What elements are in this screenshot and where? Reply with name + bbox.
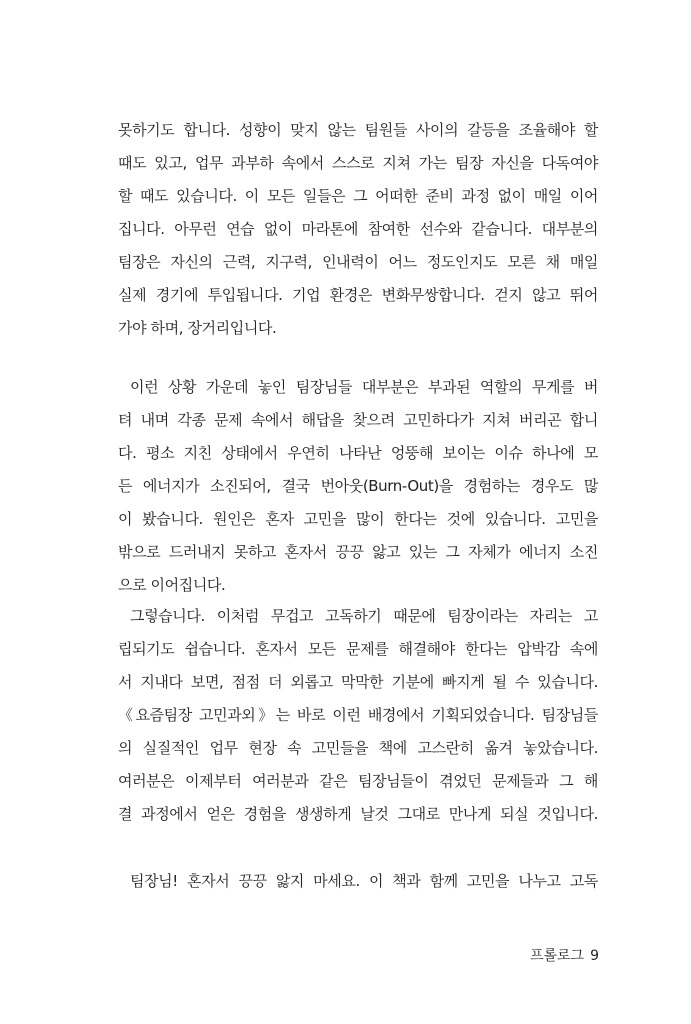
text-line: 이런 상황 가운데 놓인 팀장님들 대부분은 부과된 역할의 무게를 버	[130, 378, 598, 396]
text-line: 때도 있고, 업무 과부하 속에서 스스로 지쳐 가는 팀장 자신을 다독여야	[118, 154, 598, 172]
text-line: 텨 내며 각종 문제 속에서 해답을 찾으려 고민하다가 지쳐 버리곤 합니	[118, 411, 598, 429]
paragraph-4	[118, 865, 598, 898]
text-line: 으로 이어집니다.	[118, 576, 226, 594]
text-line: 못하기도 합니다. 성향이 맞지 않는 팀원들 사이의 갈등을 조율해야 할	[118, 121, 598, 139]
text-line: 여러분은 이제부터 여러분과 같은 팀장님들이 겪었던 문제들과 그 해	[118, 772, 598, 790]
text-line: 서 지내다 보면, 점점 더 외롭고 막막한 기분에 빠지게 될 수 있습니다.	[118, 673, 598, 691]
section-title: 프롤로그	[529, 948, 585, 964]
text-line: 든 에너지가 소진되어, 결국 번아웃(Burn-Out)을 경험하는 경우도 많	[118, 477, 598, 495]
text-line: 그렇습니다. 이처럼 무겁고 고독하기 때문에 팀장이라는 자리는 고	[130, 607, 598, 625]
text-line: 다. 평소 지친 상태에서 우연히 나타난 엉뚱해 보이는 이슈 하나에 모	[118, 444, 598, 462]
text-line: 의 실질적인 업무 현장 속 고민들을 책에 고스란히 옮겨 놓았습니다.	[118, 739, 598, 757]
text-line: 이 봤습니다. 원인은 혼자 고민을 많이 한다는 것에 있습니다. 고민을	[118, 510, 598, 528]
page-number: 9	[590, 948, 599, 964]
text-line: 밖으로 드러내지 못하고 혼자서 끙끙 앓고 있는 그 자체가 에너지 소진	[118, 543, 598, 561]
page-footer	[524, 946, 599, 966]
paragraph-1	[118, 114, 598, 345]
paragraph-3	[118, 600, 598, 831]
text-line: 립되기도 쉽습니다. 혼자서 모든 문제를 해결해야 한다는 압박감 속에	[118, 640, 598, 658]
text-line: 실제 경기에 투입됩니다. 기업 환경은 변화무쌍합니다. 걷지 않고 뛰어	[118, 286, 598, 304]
text-line: 팀장은 자신의 근력, 지구력, 인내력이 어느 정도인지도 모른 채 매일	[118, 253, 598, 271]
paragraph-2	[118, 371, 598, 602]
text-line: 《요즘팀장 고민과외》는 바로 이런 배경에서 기획되었습니다. 팀장님들	[118, 706, 598, 724]
text-line: 집니다. 아무런 연습 없이 마라톤에 참여한 선수와 같습니다. 대부분의	[118, 220, 598, 238]
text-line: 결 과정에서 얻은 경험을 생생하게 날것 그대로 만나게 되실 것입니다.	[118, 805, 598, 823]
text-line: 팀장님! 혼자서 끙끙 앓지 마세요. 이 책과 함께 고민을 나누고 고독	[130, 872, 598, 890]
text-line: 할 때도 있습니다. 이 모든 일들은 그 어떠한 준비 과정 없이 매일 이어	[118, 187, 598, 205]
text-line: 가야 하며, 장거리입니다.	[118, 319, 277, 337]
